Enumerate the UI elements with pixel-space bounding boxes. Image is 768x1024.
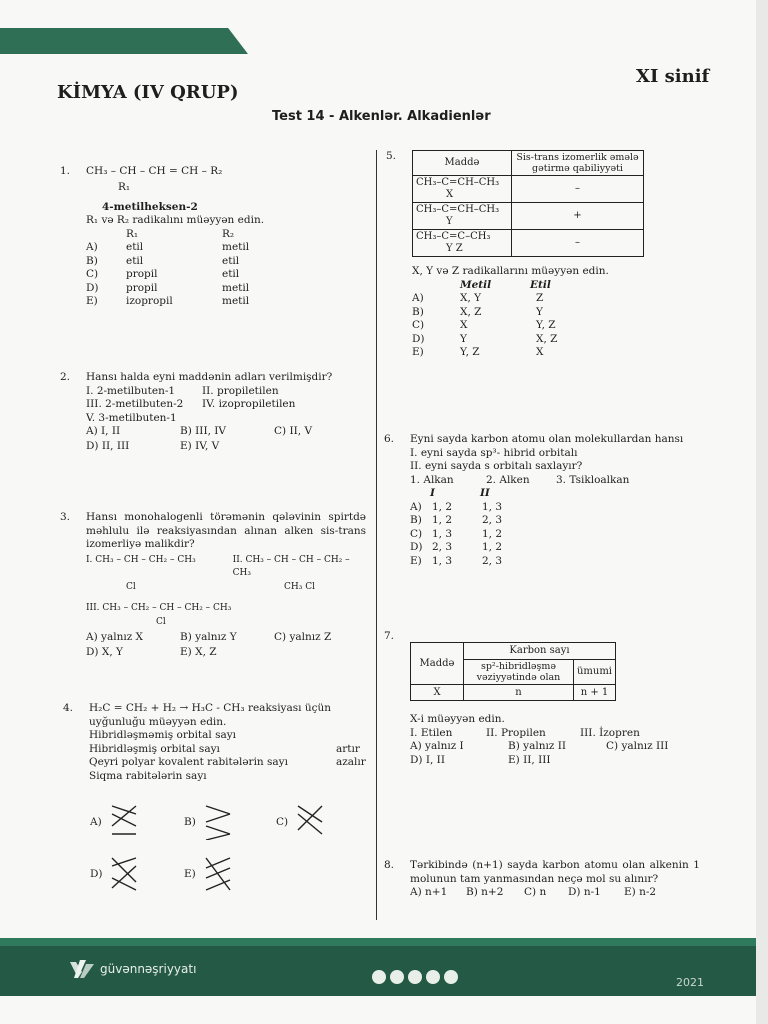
q5-table (412, 150, 644, 257)
option[interactable]: D) X, Y (86, 645, 123, 658)
option-row[interactable]: E) izopropil metil (86, 295, 250, 307)
option[interactable]: A) yalnız X (86, 631, 144, 643)
option[interactable]: B) yalnız II (508, 740, 566, 752)
question-6: 6. Eyni sayda karbon atomu olan molekullardan hansı I. eyni sayda sp³- hibrid orbitalı II. eyni sayda s orbitalı saxlayır? 1. Alkan 2. Alken 3. Tsikloalkan I II A) 1, 2 1, 3 B) 1, 2 2, 3 C) 1, 3 1, 2 D) 2, 3 1, 2 E) 1, 3 2, 3 (410, 433, 690, 568)
option-letter[interactable]: E) (184, 868, 196, 880)
q4-diagram-options (90, 800, 340, 900)
play-icon[interactable] (444, 970, 458, 984)
option-row[interactable]: D) Y X, Z (412, 332, 558, 345)
option-d-diagram[interactable] (106, 852, 146, 896)
q3-formula-2: II. CH₃ – CH – CH – CH₂ – CH₃ (232, 554, 350, 578)
option-c-diagram[interactable] (292, 800, 332, 840)
option[interactable]: C) n (524, 886, 547, 898)
question-number: 5. (386, 150, 397, 162)
option-row[interactable]: C) 1, 3 1, 2 (410, 527, 503, 540)
option-row[interactable]: A) etil metil (86, 241, 250, 253)
q1-header (86, 228, 356, 242)
option[interactable]: E) n-2 (624, 886, 657, 898)
option[interactable]: C) II, V (274, 425, 313, 437)
globe-icon[interactable] (372, 970, 386, 984)
option[interactable]: D) n-1 (568, 886, 601, 898)
subject-title: KİMYA (IV QRUP) (57, 82, 239, 103)
option[interactable]: E) X, Z (180, 645, 217, 658)
question-number: 1. (60, 165, 71, 177)
q1-formula-sub: R₁ (118, 180, 131, 193)
facebook-icon[interactable] (390, 970, 404, 984)
column-divider (376, 150, 377, 920)
publisher-logo-icon (70, 958, 96, 980)
option[interactable]: B) III, IV (180, 425, 226, 437)
col-r2: R₂ (222, 227, 235, 240)
question-number: 8. (384, 859, 395, 871)
question-number: 3. (60, 511, 71, 523)
option-row[interactable]: E) Y, Z X (412, 346, 544, 358)
option-row[interactable]: E) 1, 3 2, 3 (410, 554, 503, 567)
question-8 (384, 859, 700, 900)
publisher-name: güvənnəşriyyatı (100, 962, 197, 976)
grade-label: XI sinif (636, 66, 710, 87)
option-e-diagram[interactable] (200, 852, 240, 896)
option[interactable]: E) IV, V (180, 439, 220, 452)
option[interactable]: D) I, II (410, 753, 445, 766)
option-letter[interactable]: A) (90, 816, 102, 828)
option[interactable]: B) n+2 (466, 886, 504, 898)
question-3: 3. Hansı monohalogenli törəmənin qələvinin spirtdə məhlulu ilə reaksiyasından alınan alken sis-trans izomerliyə malikdir? I. CH₃ – CH – CH₂ – CH₃ II. CH₃ – CH – CH – CH₂ – CH₃ Cl CH₃ Cl III. CH₃ – CH₂ – CH – CH₂ – CH₃ Cl A) yalnız X B) yalnız Y C) yalnız Z D) X, Y E) X, Z (60, 511, 366, 658)
option-row[interactable]: A) 1, 2 1, 3 (410, 500, 503, 513)
q7-question: X-i müəyyən edin. (410, 713, 505, 725)
table-row: CH₃–C=C–CH₃ Y Z – (413, 230, 644, 257)
test-title: Test 14 - Alkenlər. Alkadienlər (272, 109, 491, 124)
table-row: CH₃–C=CH–CH₃ X – (413, 176, 644, 203)
option[interactable]: A) yalnız I (410, 740, 464, 752)
option[interactable]: B) yalnız Y (180, 631, 237, 643)
table-row: CH₃–C=CH–CH₃ Y + (413, 203, 644, 230)
option-row[interactable]: B) X, Z Y (412, 305, 543, 318)
q3-formula-1: I. CH₃ – CH – CH₂ – CH₃ (86, 554, 196, 565)
option-row[interactable]: B) etil etil (86, 254, 240, 267)
option[interactable]: C) yalnız Z (274, 631, 332, 643)
option[interactable]: A) I, II (86, 425, 121, 437)
option-row[interactable]: C) propil etil (86, 268, 240, 280)
q8-question: Tərkibində (n+1) sayda karbon atomu olan alkenin 1 molunun tam yanmasından neçə mol su alınır? (410, 859, 700, 885)
table-header: Maddə (413, 151, 512, 176)
q3-question: Hansı monohalogenli törəmənin qələvinin spirtdə məhlulu ilə reaksiyasından alınan alken sis-trans izomerliyə malikdir? (86, 511, 366, 550)
option[interactable]: C) yalnız III (606, 740, 669, 752)
question-number: 2. (60, 371, 71, 383)
question-2: 2. Hansı halda eyni maddənin adları verilmişdir? I. 2-metilbuten-1 II. propiletilen III. 2-metilbuten-2 IV. izopropiletilen V. 3-metilbuten-1 A) I, II B) III, IV C) II, V D) II, III E) IV, V (86, 371, 366, 453)
social-icons (372, 970, 458, 984)
option-a-diagram[interactable] (106, 800, 146, 840)
table-row: X n n + 1 (411, 684, 616, 701)
table-header: Sis-trans izomerlik əmələ gətirmə qabiliyyəti (512, 151, 644, 176)
option-row[interactable]: A) X, Y Z (412, 292, 544, 304)
q1-formula: CH₃ – CH – CH = CH – R₂ (86, 165, 223, 177)
q5-question: X, Y və Z radikallarını müəyyən edin. (412, 265, 609, 277)
option-row[interactable]: C) X Y, Z (412, 319, 556, 331)
q7-table: Maddə Karbon sayı sp²-hibridləşmə vəziyyətində olan ümumi X n n + 1 (410, 642, 616, 701)
option[interactable]: E) II, III (508, 753, 551, 766)
question-number: 6. (384, 433, 395, 445)
top-band (0, 28, 248, 54)
question-1 (60, 165, 356, 309)
option[interactable]: D) II, III (86, 439, 130, 452)
q3-formula-3: III. CH₃ – CH₂ – CH – CH₂ – CH₃ (86, 603, 232, 613)
question-5: 5. Maddə Sis-trans izomerlik əmələ gətirmə qabiliyyəti CH₃–C=CH–CH₃ X – CH₃–C=CH–CH₃ Y + CH₃–C=C–CH₃ Y Z – X, Y və Z radikallarını müəyyən edin. Metil Etil A) X, Y Z B) X, Z Y C) X Y, Z D) Y X, Z E) Y, Z X (412, 150, 652, 360)
youtube-icon[interactable] (426, 970, 440, 984)
q4-reaction: H₂C = CH₂ + H₂ → H₃C - CH₃ reaksiyası üçün uyğunluğu müəyyən edin. (89, 702, 331, 728)
q1-question: R₁ və R₂ radikalını müəyyən edin. (86, 214, 265, 226)
instagram-icon[interactable] (408, 970, 422, 984)
question-number: 7. (384, 630, 395, 642)
option[interactable]: A) n+1 (410, 886, 448, 898)
q6-question: Eyni sayda karbon atomu olan molekullardan hansı (410, 433, 684, 445)
q1-name: 4-metilheksen-2 (102, 200, 198, 213)
option-b-diagram[interactable] (200, 800, 240, 840)
question-number: 4. (63, 702, 74, 714)
option-row[interactable]: D) propil metil (86, 281, 250, 294)
option-letter[interactable]: C) (276, 816, 289, 828)
footer-year: 2021 (676, 976, 704, 989)
option-letter[interactable]: B) (184, 816, 196, 828)
col-r1: R₁ (126, 227, 139, 240)
option-letter[interactable]: D) (90, 868, 103, 880)
option-row[interactable]: D) 2, 3 1, 2 (410, 541, 503, 553)
option-row[interactable]: B) 1, 2 2, 3 (410, 514, 503, 526)
question-7: 7. Maddə Karbon sayı sp²-hibridləşmə vəziyyətində olan ümumi X n n + 1 X-i müəyyən edin. I. Etilen II. Propilen III. İzopren A) yalnız I B) yalnız II C) yalnız III D) I, II E) II, III (410, 630, 690, 767)
q2-question: Hansı halda eyni maddənin adları verilmişdir? (86, 371, 333, 383)
question-4: 4. H₂C = CH₂ + H₂ → H₃C - CH₃ reaksiyası üçün uyğunluğu müəyyən edin. Hibridləşməmiş orbital sayı Hibridləşmiş orbital sayı artır Qeyri polyar kovalent rabitələrin sayı azalır Siqma rabitələrin sayı (89, 702, 369, 783)
